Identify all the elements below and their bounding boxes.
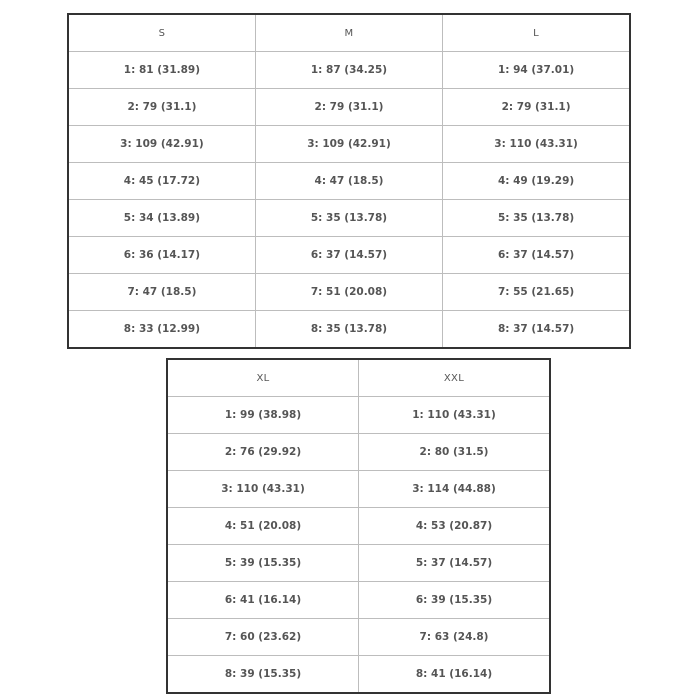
table-cell: 4: 51 (20.08) xyxy=(167,508,359,545)
table-cell: 4: 45 (17.72) xyxy=(68,163,255,200)
table-row xyxy=(167,471,550,508)
table-cell: 1: 81 (31.89) xyxy=(68,52,255,89)
table-cell: 2: 79 (31.1) xyxy=(255,89,442,126)
header-cell-xxl: XXL xyxy=(359,359,551,397)
table-cell: 1: 110 (43.31) xyxy=(359,397,551,434)
header-row xyxy=(167,359,550,397)
table-cell: 4: 49 (19.29) xyxy=(443,163,630,200)
table-cell: 3: 110 (43.31) xyxy=(443,126,630,163)
table-cell: 8: 33 (12.99) xyxy=(68,311,255,349)
table-cell: 4: 47 (18.5) xyxy=(255,163,442,200)
table-cell: 1: 99 (38.98) xyxy=(167,397,359,434)
table-cell: 7: 51 (20.08) xyxy=(255,274,442,311)
table-row xyxy=(68,274,630,311)
table-cell: 3: 110 (43.31) xyxy=(167,471,359,508)
table-row xyxy=(167,508,550,545)
table-cell: 3: 109 (42.91) xyxy=(255,126,442,163)
table-cell: 2: 79 (31.1) xyxy=(443,89,630,126)
table-cell: 8: 39 (15.35) xyxy=(167,656,359,694)
table-cell: 1: 87 (34.25) xyxy=(255,52,442,89)
table-cell: 6: 36 (14.17) xyxy=(68,237,255,274)
header-cell-l: L xyxy=(443,14,630,52)
header-cell-xl: XL xyxy=(167,359,359,397)
table-cell: 2: 79 (31.1) xyxy=(68,89,255,126)
table-cell: 5: 39 (15.35) xyxy=(167,545,359,582)
table-row xyxy=(167,656,550,694)
table-row xyxy=(68,311,630,349)
table-cell: 2: 80 (31.5) xyxy=(359,434,551,471)
size-table-s-m-l xyxy=(67,13,631,349)
table-row xyxy=(68,126,630,163)
table-row xyxy=(68,200,630,237)
table-cell: 6: 37 (14.57) xyxy=(443,237,630,274)
table-cell: 4: 53 (20.87) xyxy=(359,508,551,545)
table-cell: 3: 109 (42.91) xyxy=(68,126,255,163)
table-cell: 1: 94 (37.01) xyxy=(443,52,630,89)
table-cell: 5: 35 (13.78) xyxy=(443,200,630,237)
table-cell: 7: 60 (23.62) xyxy=(167,619,359,656)
header-cell-m: M xyxy=(255,14,442,52)
table-row xyxy=(68,52,630,89)
table-cell: 7: 47 (18.5) xyxy=(68,274,255,311)
table-row xyxy=(167,619,550,656)
table-row xyxy=(167,582,550,619)
table-row xyxy=(68,237,630,274)
table-cell: 3: 114 (44.88) xyxy=(359,471,551,508)
table-cell: 8: 35 (13.78) xyxy=(255,311,442,349)
table-row xyxy=(167,545,550,582)
header-cell-s: S xyxy=(68,14,255,52)
table-cell: 6: 41 (16.14) xyxy=(167,582,359,619)
table-row xyxy=(167,397,550,434)
table-cell: 6: 37 (14.57) xyxy=(255,237,442,274)
table-row xyxy=(167,434,550,471)
table-cell: 5: 35 (13.78) xyxy=(255,200,442,237)
table-cell: 5: 37 (14.57) xyxy=(359,545,551,582)
table-cell: 8: 37 (14.57) xyxy=(443,311,630,349)
table-cell: 6: 39 (15.35) xyxy=(359,582,551,619)
table-cell: 2: 76 (29.92) xyxy=(167,434,359,471)
size-table-xl-xxl xyxy=(166,358,551,694)
header-row xyxy=(68,14,630,52)
table-cell: 5: 34 (13.89) xyxy=(68,200,255,237)
table-row xyxy=(68,163,630,200)
table-cell: 7: 63 (24.8) xyxy=(359,619,551,656)
table-cell: 8: 41 (16.14) xyxy=(359,656,551,694)
table-row xyxy=(68,89,630,126)
table-cell: 7: 55 (21.65) xyxy=(443,274,630,311)
